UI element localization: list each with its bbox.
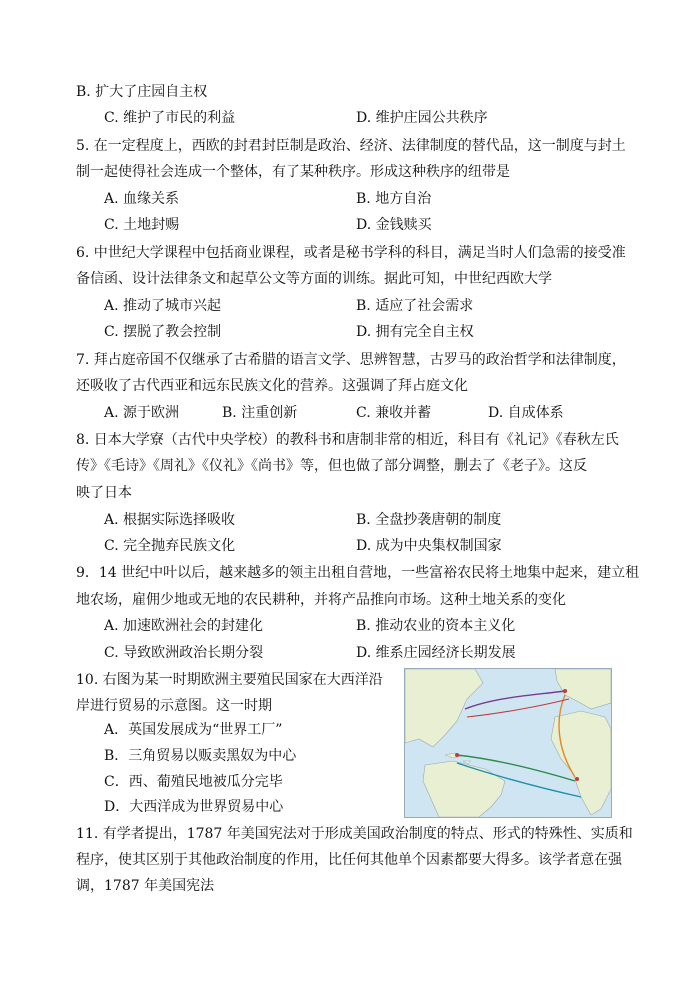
q5-stem-line2: 制一起使得社会连成一个整体，有了某种秩序。形成这种秩序的纽带是 [76,164,510,180]
q10-option-d: D．大西洋成为世界贸易中心 [104,799,284,815]
atlantic-trade-map-graphic [405,669,611,817]
q4-option-d: D. 维护庄园公共秩序 [356,110,488,126]
q6-option-b: B. 适应了社会需求 [356,298,474,314]
q7-option-b: B. 注重创新 [222,405,298,421]
q9-option-d: D. 维系庄园经济长期发展 [356,645,516,661]
q10-option-a: A．英国发展成为“世界工厂” [104,722,283,738]
q8-option-c: C. 完全抛弃民族文化 [104,538,236,554]
q9-stem-line2: 地农场，雇佣少地或无地的农民耕种，并将产品推向市场。这种土地关系的变化 [76,592,566,608]
q8-stem-line3: 映了日本 [76,485,132,501]
q10-option-c: C．西、葡殖民地被瓜分完毕 [104,774,283,790]
port-marker-europe [563,689,567,693]
q11-stem-line1: 11. 有学者提出，1787 年美国宪法对于形成美国政治制度的特点、形式的特殊性、实质和 [76,826,633,842]
q4-option-b: B. 扩大了庄园自主权 [76,84,208,100]
q10-stem-line1: 10. 右图为某一时期欧洲主要殖民国家在大西洋沿 [76,672,383,688]
q9-stem-line1: 9．14 世纪中叶以后，越来越多的领主出租自营地，一些富裕农民将土地集中起来，建立租 [76,565,640,581]
q11-stem-line2: 程序，使其区别于其他政治制度的作用，比任何其他单个因素都要大得多。该学者意在强 [76,852,622,868]
q7-stem-line2: 还吸收了古代西亚和远东民族文化的营养。这强调了拜占庭文化 [76,378,468,394]
q8-stem-line2: 传》《毛诗》《周礼》《仪礼》《尚书》等，但也做了部分调整，删去了《老子》。这反 [76,458,587,474]
q5-option-c: C. 土地封赐 [104,217,180,233]
q8-option-a: A. 根据实际选择吸收 [104,512,236,528]
q7-option-d: D. 自成体系 [488,405,564,421]
q6-option-d: D. 拥有完全自主权 [356,324,474,340]
q7-stem-line1: 7. 拜占庭帝国不仅继承了古希腊的语言文学、思辨智慧，古罗马的政治哲学和法律制度， [76,352,626,368]
atlantic-trade-map [404,668,612,818]
q10-stem-line2: 岸进行贸易的示意图。这一时期 [76,698,272,714]
q6-option-a: A. 推动了城市兴起 [104,298,222,314]
q5-option-a: A. 血缘关系 [104,191,180,207]
q8-option-d: D. 成为中央集权制国家 [356,538,502,554]
q8-stem-line1: 8. 日本大学寮（古代中央学校）的教科书和唐制非常的相近，科目有《礼记》《春秋左氏 [76,432,619,448]
q8-option-b: B. 全盘抄袭唐朝的制度 [356,512,502,528]
q5-option-b: B. 地方自治 [356,191,432,207]
port-marker-caribbean [455,753,459,757]
q5-option-d: D. 金钱赎买 [356,217,432,233]
port-marker-africa [575,777,579,781]
q9-option-c: C. 导致欧洲政治长期分裂 [104,645,264,661]
q9-option-b: B. 推动农业的资本主义化 [356,618,516,634]
q7-option-a: A. 源于欧洲 [104,405,180,421]
q9-option-a: A. 加速欧洲社会的封建化 [104,618,264,634]
q10-option-b: B．三角贸易以贩卖黑奴为中心 [104,748,297,764]
q4-option-c: C. 维护了市民的利益 [104,110,236,126]
q6-option-c: C. 摆脱了教会控制 [104,324,222,340]
q7-option-c: C. 兼收并蓄 [356,405,432,421]
q5-stem-line1: 5. 在一定程度上，西欧的封君封臣制是政治、经济、法律制度的替代品，这一制度与封土 [76,138,626,154]
q11-stem-line3: 调，1787 年美国宪法 [76,878,215,894]
q6-stem-line2: 备信函、设计法律条文和起草公文等方面的训练。据此可知，中世纪西欧大学 [76,271,552,287]
q6-stem-line1: 6. 中世纪大学课程中包括商业课程，或者是秘书学科的科目，满足当时人们急需的接受准 [76,245,626,261]
